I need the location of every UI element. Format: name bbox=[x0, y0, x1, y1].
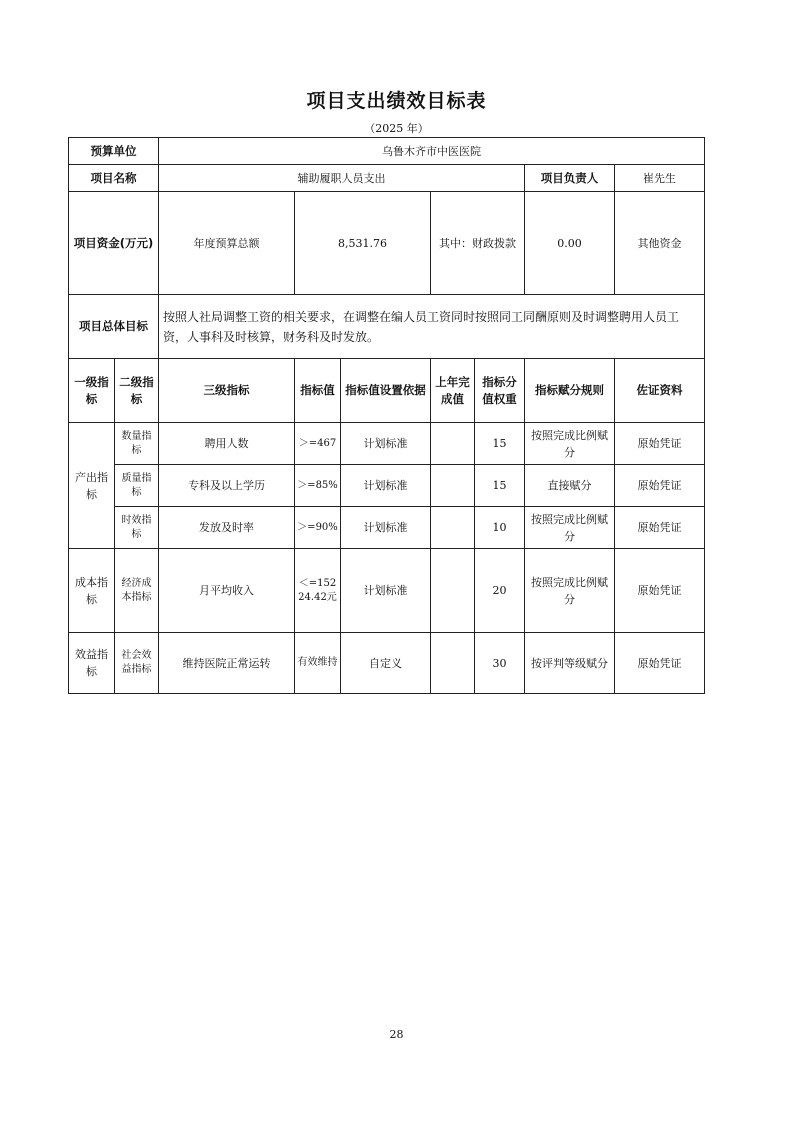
level3-cell: 维持医院正常运转 bbox=[159, 633, 295, 694]
unit-row bbox=[69, 138, 705, 165]
value-cell: ＜=15224.42元 bbox=[295, 549, 341, 633]
table-row bbox=[69, 465, 705, 507]
last-year-cell bbox=[431, 465, 475, 507]
col-weight: 指标分值权重 bbox=[475, 359, 525, 423]
group-benefit: 效益指标 bbox=[69, 633, 115, 694]
col-level3: 三级指标 bbox=[159, 359, 295, 423]
col-last-year: 上年完成值 bbox=[431, 359, 475, 423]
col-value: 指标值 bbox=[295, 359, 341, 423]
value-cell: ＞=85% bbox=[295, 465, 341, 507]
evidence-cell: 原始凭证 bbox=[615, 633, 705, 694]
rule-cell: 按照完成比例赋分 bbox=[525, 507, 615, 549]
level3-cell: 专科及以上学历 bbox=[159, 465, 295, 507]
level2-cell: 经济成本指标 bbox=[115, 549, 159, 633]
level2-cell: 时效指标 bbox=[115, 507, 159, 549]
rule-cell: 直接赋分 bbox=[525, 465, 615, 507]
project-name-row bbox=[69, 165, 705, 192]
evidence-cell: 原始凭证 bbox=[615, 465, 705, 507]
level2-cell: 质量指标 bbox=[115, 465, 159, 507]
last-year-cell bbox=[431, 507, 475, 549]
basis-cell: 计划标准 bbox=[341, 507, 431, 549]
last-year-cell bbox=[431, 549, 475, 633]
value-cell: ＞=467 bbox=[295, 423, 341, 465]
project-name-value: 辅助履职人员支出 bbox=[159, 165, 525, 192]
basis-cell: 自定义 bbox=[341, 633, 431, 694]
project-name-label: 项目名称 bbox=[69, 165, 159, 192]
unit-label: 预算单位 bbox=[69, 138, 159, 165]
weight-cell: 30 bbox=[475, 633, 525, 694]
col-basis: 指标值设置依据 bbox=[341, 359, 431, 423]
weight-cell: 15 bbox=[475, 465, 525, 507]
col-rule: 指标赋分规则 bbox=[525, 359, 615, 423]
page-number: 28 bbox=[389, 1028, 404, 1041]
funds-label: 项目资金(万元) bbox=[69, 192, 159, 295]
performance-table bbox=[68, 137, 705, 694]
responsible-label: 项目负责人 bbox=[525, 165, 615, 192]
rule-cell: 按照完成比例赋分 bbox=[525, 423, 615, 465]
weight-cell: 10 bbox=[475, 507, 525, 549]
value-cell: 有效维持 bbox=[295, 633, 341, 694]
annual-total-label: 年度预算总额 bbox=[159, 192, 295, 295]
group-output: 产出指标 bbox=[69, 423, 115, 549]
basis-cell: 计划标准 bbox=[341, 465, 431, 507]
annual-total-value: 8,531.76 bbox=[295, 192, 431, 295]
table-row bbox=[69, 423, 705, 465]
responsible-value: 崔先生 bbox=[615, 165, 705, 192]
group-cost: 成本指标 bbox=[69, 549, 115, 633]
rule-cell: 按评判等级赋分 bbox=[525, 633, 615, 694]
col-level2: 二级指标 bbox=[115, 359, 159, 423]
document-year: （2025 年） bbox=[364, 122, 429, 135]
basis-cell: 计划标准 bbox=[341, 423, 431, 465]
unit-value: 乌鲁木齐市中医医院 bbox=[159, 138, 705, 165]
level3-cell: 月平均收入 bbox=[159, 549, 295, 633]
document-title: 项目支出绩效目标表 bbox=[306, 90, 487, 112]
column-header-row bbox=[69, 359, 705, 423]
last-year-cell bbox=[431, 633, 475, 694]
goal-row bbox=[69, 295, 705, 359]
col-evidence: 佐证资料 bbox=[615, 359, 705, 423]
goal-text: 按照人社局调整工资的相关要求，在调整在编人员工资同时按照同工同酬原则及时调整聘用人员工资，人事科及时核算，财务科及时发放。 bbox=[159, 295, 705, 359]
evidence-cell: 原始凭证 bbox=[615, 549, 705, 633]
fiscal-value: 0.00 bbox=[525, 192, 615, 295]
weight-cell: 20 bbox=[475, 549, 525, 633]
goal-label: 项目总体目标 bbox=[69, 295, 159, 359]
table-row bbox=[69, 549, 705, 633]
value-cell: ＞=90% bbox=[295, 507, 341, 549]
table-row bbox=[69, 633, 705, 694]
fiscal-label: 其中：财政拨款 bbox=[431, 192, 525, 295]
level2-cell: 数量指标 bbox=[115, 423, 159, 465]
level2-cell: 社会效益指标 bbox=[115, 633, 159, 694]
rule-cell: 按照完成比例赋分 bbox=[525, 549, 615, 633]
level3-cell: 聘用人数 bbox=[159, 423, 295, 465]
evidence-cell: 原始凭证 bbox=[615, 423, 705, 465]
funds-row bbox=[69, 192, 705, 295]
col-level1: 一级指标 bbox=[69, 359, 115, 423]
table-row bbox=[69, 507, 705, 549]
level3-cell: 发放及时率 bbox=[159, 507, 295, 549]
evidence-cell: 原始凭证 bbox=[615, 507, 705, 549]
other-label: 其他资金 bbox=[615, 192, 705, 295]
weight-cell: 15 bbox=[475, 423, 525, 465]
last-year-cell bbox=[431, 423, 475, 465]
basis-cell: 计划标准 bbox=[341, 549, 431, 633]
